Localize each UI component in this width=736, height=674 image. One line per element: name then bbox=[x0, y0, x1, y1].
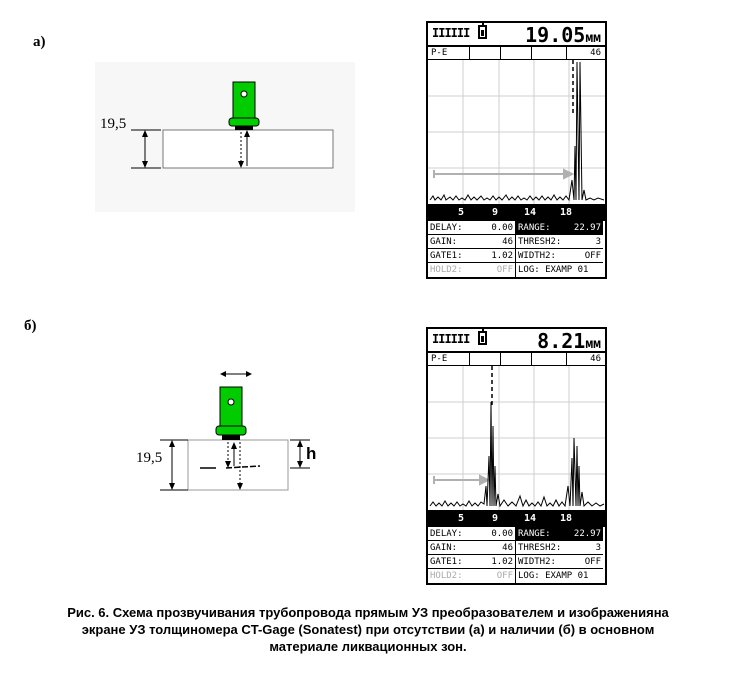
param-width2: WIDTH2: OFF bbox=[518, 557, 601, 567]
gauge-header bbox=[428, 23, 605, 47]
thickness-reading: 8.21мм bbox=[537, 329, 601, 353]
parameter-table bbox=[428, 526, 605, 583]
gain-indicator: 46 bbox=[590, 354, 601, 364]
param-delay: DELAY: 0.00 bbox=[428, 527, 516, 541]
signal-strength-icon: IIIIII bbox=[432, 332, 470, 346]
gate-arrow bbox=[434, 476, 488, 484]
thickness-reading: 19.05мм bbox=[525, 23, 601, 47]
axis-tick: 18 bbox=[560, 513, 573, 524]
param-gain: GAIN: 46 bbox=[428, 235, 516, 249]
a-scan-display bbox=[428, 60, 605, 206]
battery-icon bbox=[478, 331, 487, 345]
caption-line-3: материале ликвационных зон. bbox=[269, 639, 467, 654]
axis-tick: 18 bbox=[560, 207, 573, 218]
param-thresh2: THRESH2: 3 bbox=[518, 543, 601, 553]
specimen-plate bbox=[188, 440, 288, 490]
thickness-gauge-screen-b bbox=[426, 327, 607, 585]
thickness-label-b: 19,5 bbox=[136, 450, 163, 466]
param-width2: WIDTH2: OFF bbox=[518, 251, 601, 261]
param-hold2: HOLD2: OFF bbox=[428, 263, 516, 277]
gauge-header bbox=[428, 329, 605, 353]
param-gate1: GATE1: 1.02 bbox=[428, 249, 516, 263]
a-scan-display bbox=[428, 366, 605, 512]
mode-row bbox=[428, 47, 605, 60]
defect-depth-label: h bbox=[306, 444, 317, 463]
mode-indicator: P-E bbox=[428, 47, 470, 59]
param-log: LOG: EXAMP 01 bbox=[518, 571, 589, 581]
figure-caption bbox=[0, 604, 736, 655]
axis-tick: 5 bbox=[458, 207, 465, 218]
param-range: RANGE: 22.97 bbox=[518, 223, 601, 233]
axis-tick: 14 bbox=[524, 207, 537, 218]
caption-line-2: экране УЗ толщиномера CT-Gage (Sonatest) при отсутствии (а) и наличии (б) в основном bbox=[81, 622, 655, 637]
param-gain: GAIN: 46 bbox=[428, 541, 516, 555]
param-delay: DELAY: 0.00 bbox=[428, 221, 516, 235]
transducer-icon bbox=[229, 82, 259, 130]
axis-tick: 9 bbox=[492, 207, 499, 218]
mode-row bbox=[428, 353, 605, 366]
param-range: RANGE: 22.97 bbox=[518, 529, 601, 539]
thickness-gauge-screen-a bbox=[426, 21, 607, 279]
schematic-a bbox=[95, 62, 355, 212]
panel-b-label: б) bbox=[24, 318, 37, 334]
gain-indicator: 46 bbox=[590, 48, 601, 58]
axis-tick: 9 bbox=[492, 513, 499, 524]
battery-icon bbox=[478, 25, 487, 39]
thickness-label-a: 19,5 bbox=[100, 116, 127, 132]
schematic-b bbox=[140, 362, 350, 497]
signal-strength-icon: IIIIII bbox=[432, 26, 470, 40]
param-thresh2: THRESH2: 3 bbox=[518, 237, 601, 247]
a-scan-axis bbox=[428, 512, 605, 526]
axis-tick: 5 bbox=[458, 513, 465, 524]
axis-tick: 14 bbox=[524, 513, 537, 524]
param-hold2: HOLD2: OFF bbox=[428, 569, 516, 583]
param-gate1: GATE1: 1.02 bbox=[428, 555, 516, 569]
a-scan-axis bbox=[428, 206, 605, 220]
mode-indicator: P-E bbox=[428, 353, 470, 365]
panel-a-label: а) bbox=[33, 34, 46, 50]
param-log: LOG: EXAMP 01 bbox=[518, 265, 589, 275]
parameter-table bbox=[428, 220, 605, 277]
gate-arrow bbox=[434, 170, 572, 178]
caption-line-1: Рис. 6. Схема прозвучивания трубопровода прямым УЗ преобразователем и изображенияна bbox=[67, 605, 669, 620]
transducer-icon bbox=[216, 387, 246, 440]
